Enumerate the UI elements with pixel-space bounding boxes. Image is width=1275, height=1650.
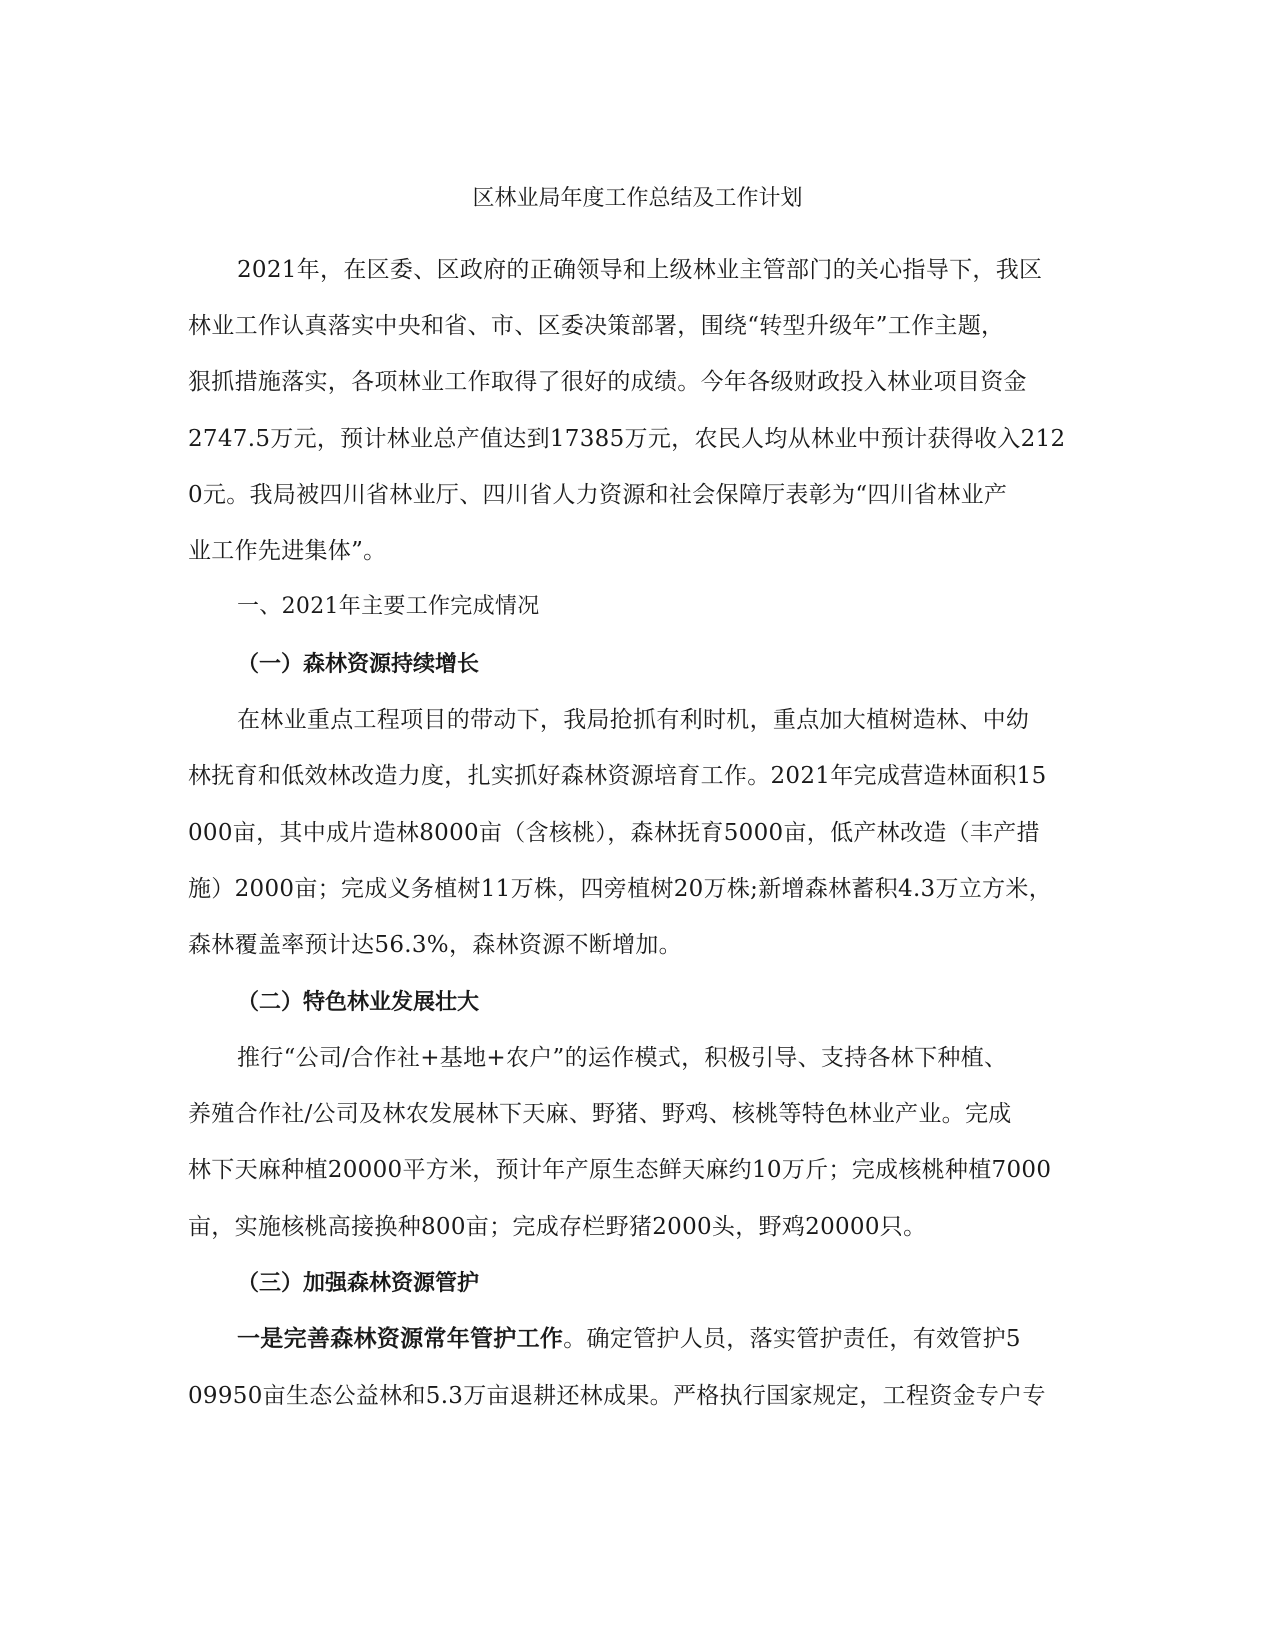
paragraph-line: 林下天麻种植20000平方米，预计年产原生态鲜天麻约10万斤；完成核桃种植7000 [188,1157,1052,1183]
intro-line: 林业工作认真落实中央和省、市、区委决策部署，围绕“转型升级年”工作主题， [188,313,1005,339]
paragraph-line: 09950亩生态公益林和5.3万亩退耕还林成果。严格执行国家规定，工程资金专户专 [188,1383,1046,1409]
paragraph-line: 000亩，其中成片造林8000亩（含核桃），森林抚育5000亩，低产林改造（丰产措 [188,820,1040,846]
intro-line: 2747.5万元，预计林业总产值达到17385万元，农民人均从林业中预计获得收入212 [188,426,1066,452]
subsection-heading: （一）森林资源持续增长 [237,651,480,677]
intro-line: 业工作先进集体”。 [188,538,387,564]
paragraph-text: 。确定管护人员，落实管护责任，有效管护5 [563,1326,1021,1352]
paragraph-line: 推行“公司/合作社+基地+农户”的运作模式，积极引导、支持各林下种植、 [237,1045,1008,1071]
subsection-heading: （三）加强森林资源管护 [237,1270,480,1296]
bold-lead-phrase: 一是完善森林资源常年管护工作 [237,1325,564,1352]
paragraph-line [237,1324,1021,1354]
paragraph-line: 在林业重点工程项目的带动下，我局抢抓有利时机，重点加大植树造林、中幼 [237,707,1030,733]
document-title: 区林业局年度工作总结及工作计划 [472,186,803,211]
paragraph-line: 施）2000亩；完成义务植树11万株，四旁植树20万株;新增森林蓄积4.3万立方米， [188,876,1052,902]
section-title: 一、2021年主要工作完成情况 [237,594,540,619]
subsection-heading: （二）特色林业发展壮大 [237,989,480,1015]
paragraph-line: 林抚育和低效林改造力度，扎实抓好森林资源培育工作。2021年完成营造林面积15 [188,763,1047,789]
paragraph-line: 养殖合作社/公司及林农发展林下天麻、野猪、野鸡、核桃等特色林业产业。完成 [188,1101,1012,1127]
paragraph-line: 亩，实施核桃高接换种800亩；完成存栏野猪2000头，野鸡20000只。 [188,1214,927,1240]
paragraph-line: 森林覆盖率预计达56.3%，森林资源不断增加。 [188,932,682,958]
intro-line: 2021年，在区委、区政府的正确领导和上级林业主管部门的关心指导下，我区 [237,257,1043,283]
intro-line: 狠抓措施落实，各项林业工作取得了很好的成绩。今年各级财政投入林业项目资金 [188,369,1027,395]
intro-line: 0元。我局被四川省林业厅、四川省人力资源和社会保障厅表彰为“四川省林业产 [188,482,1008,508]
